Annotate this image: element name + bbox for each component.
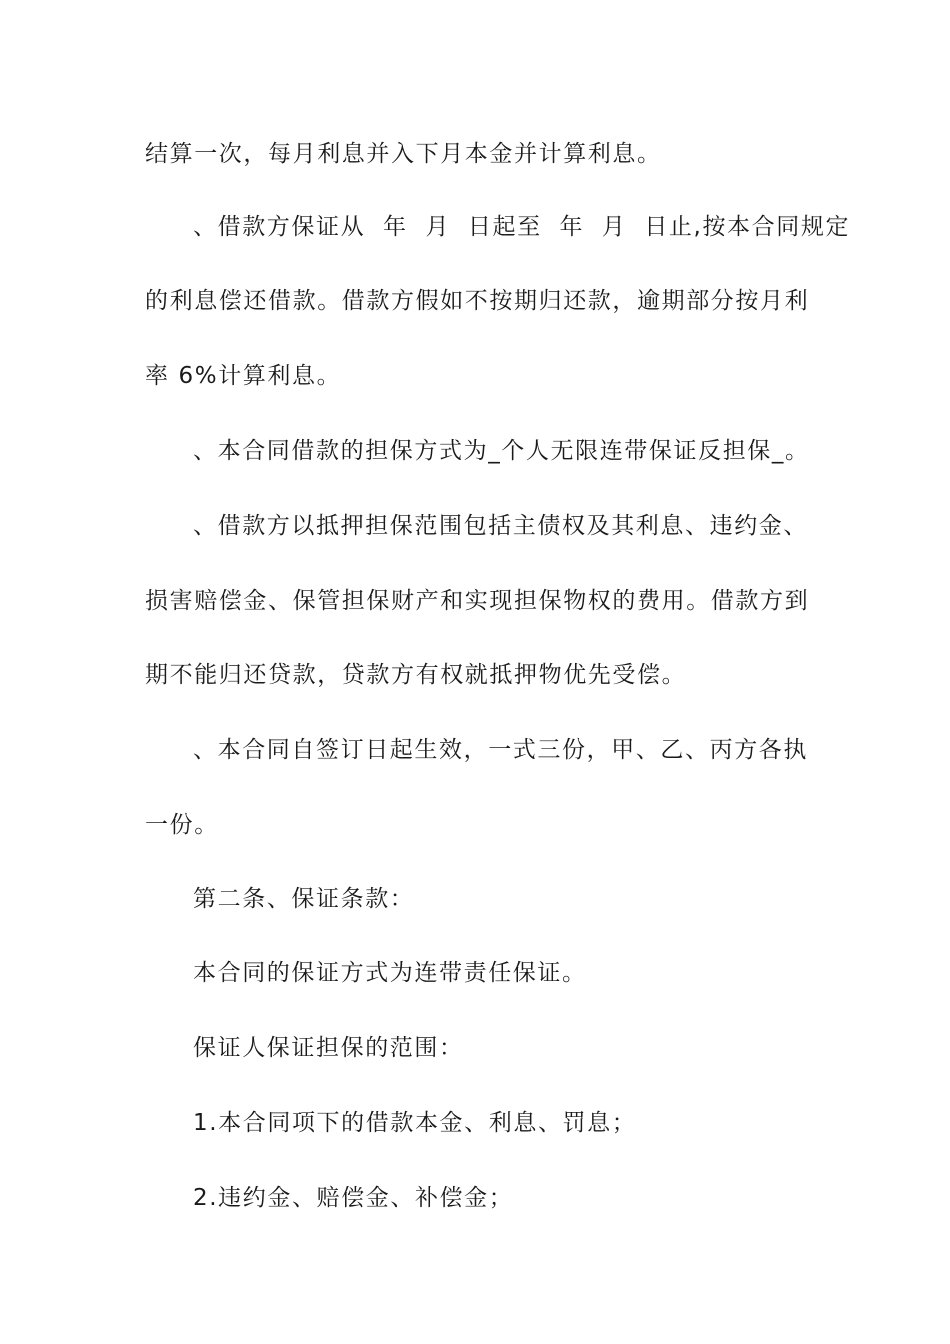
paragraph-line: 的利息偿还借款。借款方假如不按期归还款，逾期部分按月利 bbox=[145, 288, 810, 314]
paragraph-line: 保证人保证担保的范围： bbox=[193, 1035, 464, 1061]
paragraph-line: 、借款方保证从 年 月 日起至 年 月 日止,按本合同规定 bbox=[193, 214, 851, 240]
paragraph-line: 、本合同自签订日起生效，一式三份，甲、乙、丙方各执 bbox=[193, 737, 808, 763]
paragraph-line: 、借款方以抵押担保范围包括主债权及其利息、违约金、 bbox=[193, 513, 808, 539]
paragraph-line: 率 6%计算利息。 bbox=[145, 363, 342, 389]
list-item: 1.本合同项下的借款本金、利息、罚息； bbox=[193, 1110, 637, 1136]
paragraph-line: 期不能归还贷款，贷款方有权就抵押物优先受偿。 bbox=[145, 662, 687, 688]
list-item: 2.违约金、赔偿金、补偿金； bbox=[193, 1185, 514, 1211]
paragraph-line: 结算一次，每月利息并入下月本金并计算利息。 bbox=[145, 141, 662, 167]
paragraph-line: 、本合同借款的担保方式为_个人无限连带保证反担保_。 bbox=[193, 438, 810, 464]
paragraph-line: 一份。 bbox=[145, 812, 219, 838]
paragraph-line: 本合同的保证方式为连带责任保证。 bbox=[193, 960, 587, 986]
section-heading: 第二条、保证条款： bbox=[193, 886, 415, 912]
paragraph-line: 损害赔偿金、保管担保财产和实现担保物权的费用。借款方到 bbox=[145, 588, 810, 614]
